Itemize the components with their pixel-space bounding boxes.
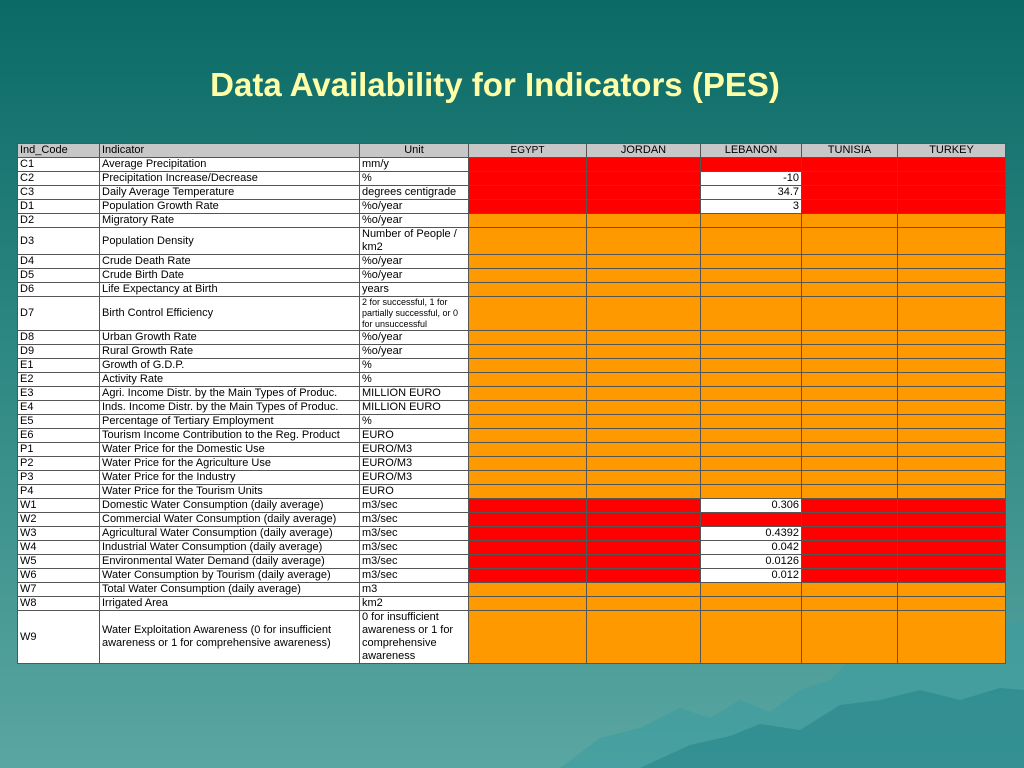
table-row <box>18 611 1006 664</box>
egypt-availability-cell <box>469 415 587 429</box>
unit-cell: % <box>360 415 469 429</box>
unit-cell: %o/year <box>360 200 469 214</box>
turkey-availability-cell <box>898 499 1006 513</box>
unit-cell: EURO/M3 <box>360 471 469 485</box>
indicator-cell: Migratory Rate <box>100 214 360 228</box>
unit-cell: 2 for successful, 1 for partially successful, or 0 for unsuccessful <box>360 297 469 331</box>
tunisia-availability-cell <box>802 331 898 345</box>
ind-code-cell: W4 <box>18 541 100 555</box>
turkey-availability-cell <box>898 345 1006 359</box>
lebanon-availability-cell <box>701 158 802 172</box>
jordan-availability-cell <box>587 172 701 186</box>
unit-cell: m3 <box>360 583 469 597</box>
jordan-availability-cell <box>587 415 701 429</box>
turkey-availability-cell <box>898 373 1006 387</box>
table-row <box>18 513 1006 527</box>
page-title: Data Availability for Indicators (PES) <box>210 66 780 103</box>
ind-code-cell: W6 <box>18 569 100 583</box>
turkey-availability-cell <box>898 331 1006 345</box>
indicator-cell: Population Growth Rate <box>100 200 360 214</box>
lebanon-availability-cell <box>701 228 802 255</box>
indicator-cell: Environmental Water Demand (daily average) <box>100 555 360 569</box>
indicator-cell: Percentage of Tertiary Employment <box>100 415 360 429</box>
indicator-cell: Water Price for the Industry <box>100 471 360 485</box>
lebanon-availability-cell <box>701 255 802 269</box>
jordan-availability-cell <box>587 214 701 228</box>
egypt-availability-cell <box>469 345 587 359</box>
indicator-cell: Industrial Water Consumption (daily average) <box>100 541 360 555</box>
lebanon-availability-cell <box>701 214 802 228</box>
table-row <box>18 541 1006 555</box>
ind-code-cell: W7 <box>18 583 100 597</box>
unit-cell: % <box>360 172 469 186</box>
turkey-availability-cell <box>898 255 1006 269</box>
jordan-availability-cell <box>587 228 701 255</box>
indicator-cell: Water Price for the Domestic Use <box>100 443 360 457</box>
indicator-cell: Activity Rate <box>100 373 360 387</box>
unit-cell: m3/sec <box>360 513 469 527</box>
turkey-availability-cell <box>898 214 1006 228</box>
table-row <box>18 499 1006 513</box>
egypt-availability-cell <box>469 331 587 345</box>
lebanon-availability-cell <box>701 443 802 457</box>
egypt-availability-cell <box>469 297 587 331</box>
unit-cell: degrees centigrade <box>360 186 469 200</box>
lebanon-availability-cell <box>701 471 802 485</box>
jordan-availability-cell <box>587 158 701 172</box>
table-row <box>18 269 1006 283</box>
unit-cell: EURO <box>360 485 469 499</box>
table-row <box>18 331 1006 345</box>
lebanon-availability-cell: 0.012 <box>701 569 802 583</box>
tunisia-availability-cell <box>802 569 898 583</box>
tunisia-availability-cell <box>802 555 898 569</box>
ind-code-cell: P1 <box>18 443 100 457</box>
tunisia-availability-cell <box>802 611 898 664</box>
ind-code-cell: D4 <box>18 255 100 269</box>
unit-cell: m3/sec <box>360 499 469 513</box>
jordan-availability-cell <box>587 186 701 200</box>
ind-code-cell: W5 <box>18 555 100 569</box>
lebanon-availability-cell <box>701 429 802 443</box>
tunisia-availability-cell <box>802 345 898 359</box>
ind-code-cell: D8 <box>18 331 100 345</box>
tunisia-availability-cell <box>802 214 898 228</box>
indicator-cell: Irrigated Area <box>100 597 360 611</box>
turkey-availability-cell <box>898 158 1006 172</box>
table-row <box>18 569 1006 583</box>
indicator-cell: Daily Average Temperature <box>100 186 360 200</box>
table-row <box>18 429 1006 443</box>
turkey-availability-cell <box>898 172 1006 186</box>
jordan-availability-cell <box>587 443 701 457</box>
turkey-availability-cell <box>898 583 1006 597</box>
lebanon-availability-cell: 0.4392 <box>701 527 802 541</box>
ind-code-cell: P3 <box>18 471 100 485</box>
turkey-availability-cell <box>898 297 1006 331</box>
tunisia-availability-cell <box>802 186 898 200</box>
unit-cell: mm/y <box>360 158 469 172</box>
indicator-cell: Urban Growth Rate <box>100 331 360 345</box>
lebanon-availability-cell: 0.0126 <box>701 555 802 569</box>
table-row <box>18 373 1006 387</box>
egypt-availability-cell <box>469 158 587 172</box>
ind-code-cell: E4 <box>18 401 100 415</box>
lebanon-availability-cell <box>701 269 802 283</box>
egypt-availability-cell <box>469 429 587 443</box>
ind-code-cell: D9 <box>18 345 100 359</box>
tunisia-availability-cell <box>802 499 898 513</box>
turkey-availability-cell <box>898 471 1006 485</box>
turkey-availability-cell <box>898 429 1006 443</box>
tunisia-availability-cell <box>802 597 898 611</box>
indicator-cell: Birth Control Efficiency <box>100 297 360 331</box>
tunisia-availability-cell <box>802 457 898 471</box>
header-unit: Unit <box>360 144 469 158</box>
indicator-cell: Water Exploitation Awareness (0 for insufficient awareness or 1 for comprehensive awareness) <box>100 611 360 664</box>
jordan-availability-cell <box>587 359 701 373</box>
turkey-availability-cell <box>898 597 1006 611</box>
unit-cell: %o/year <box>360 345 469 359</box>
table-row <box>18 387 1006 401</box>
table-row <box>18 583 1006 597</box>
unit-cell: Number of People / km2 <box>360 228 469 255</box>
unit-cell: MILLION EURO <box>360 387 469 401</box>
turkey-availability-cell <box>898 457 1006 471</box>
egypt-availability-cell <box>469 228 587 255</box>
ind-code-cell: W3 <box>18 527 100 541</box>
header-indicator: Indicator <box>100 144 360 158</box>
table-row <box>18 443 1006 457</box>
tunisia-availability-cell <box>802 387 898 401</box>
ind-code-cell: D3 <box>18 228 100 255</box>
ind-code-cell: E3 <box>18 387 100 401</box>
indicator-cell: Tourism Income Contribution to the Reg. Product <box>100 429 360 443</box>
unit-cell: m3/sec <box>360 541 469 555</box>
table-row <box>18 255 1006 269</box>
ind-code-cell: W8 <box>18 597 100 611</box>
jordan-availability-cell <box>587 283 701 297</box>
table-row <box>18 555 1006 569</box>
turkey-availability-cell <box>898 228 1006 255</box>
jordan-availability-cell <box>587 471 701 485</box>
egypt-availability-cell <box>469 401 587 415</box>
lebanon-availability-cell: 34.7 <box>701 186 802 200</box>
unit-cell: EURO/M3 <box>360 443 469 457</box>
tunisia-availability-cell <box>802 541 898 555</box>
tunisia-availability-cell <box>802 415 898 429</box>
header-lebanon: LEBANON <box>701 144 802 158</box>
lebanon-availability-cell: 0.042 <box>701 541 802 555</box>
egypt-availability-cell <box>469 541 587 555</box>
turkey-availability-cell <box>898 513 1006 527</box>
ind-code-cell: W2 <box>18 513 100 527</box>
tunisia-availability-cell <box>802 485 898 499</box>
turkey-availability-cell <box>898 555 1006 569</box>
jordan-availability-cell <box>587 485 701 499</box>
table-row <box>18 345 1006 359</box>
egypt-availability-cell <box>469 569 587 583</box>
jordan-availability-cell <box>587 611 701 664</box>
table-row <box>18 283 1006 297</box>
tunisia-availability-cell <box>802 172 898 186</box>
jordan-availability-cell <box>587 499 701 513</box>
tunisia-availability-cell <box>802 527 898 541</box>
indicator-cell: Population Density <box>100 228 360 255</box>
indicator-cell: Growth of G.D.P. <box>100 359 360 373</box>
lebanon-availability-cell <box>701 297 802 331</box>
egypt-availability-cell <box>469 186 587 200</box>
jordan-availability-cell <box>587 527 701 541</box>
unit-cell: m3/sec <box>360 527 469 541</box>
egypt-availability-cell <box>469 611 587 664</box>
jordan-availability-cell <box>587 401 701 415</box>
turkey-availability-cell <box>898 569 1006 583</box>
ind-code-cell: E2 <box>18 373 100 387</box>
unit-cell: MILLION EURO <box>360 401 469 415</box>
indicator-cell: Water Consumption by Tourism (daily average) <box>100 569 360 583</box>
turkey-availability-cell <box>898 200 1006 214</box>
tunisia-availability-cell <box>802 283 898 297</box>
jordan-availability-cell <box>587 255 701 269</box>
unit-cell: years <box>360 283 469 297</box>
indicator-cell: Total Water Consumption (daily average) <box>100 583 360 597</box>
turkey-availability-cell <box>898 387 1006 401</box>
egypt-availability-cell <box>469 499 587 513</box>
jordan-availability-cell <box>587 583 701 597</box>
table-row <box>18 228 1006 255</box>
header-row <box>18 144 1006 158</box>
tunisia-availability-cell <box>802 429 898 443</box>
ind-code-cell: D7 <box>18 297 100 331</box>
ind-code-cell: E1 <box>18 359 100 373</box>
lebanon-availability-cell: -10 <box>701 172 802 186</box>
ind-code-cell: P4 <box>18 485 100 499</box>
turkey-availability-cell <box>898 283 1006 297</box>
indicator-cell: Rural Growth Rate <box>100 345 360 359</box>
unit-cell: %o/year <box>360 331 469 345</box>
data-availability-table <box>17 143 1006 664</box>
table-row <box>18 415 1006 429</box>
turkey-availability-cell <box>898 527 1006 541</box>
turkey-availability-cell <box>898 485 1006 499</box>
ind-code-cell: E5 <box>18 415 100 429</box>
turkey-availability-cell <box>898 415 1006 429</box>
egypt-availability-cell <box>469 200 587 214</box>
tunisia-availability-cell <box>802 401 898 415</box>
lebanon-availability-cell <box>701 373 802 387</box>
tunisia-availability-cell <box>802 583 898 597</box>
ind-code-cell: W9 <box>18 611 100 664</box>
unit-cell: m3/sec <box>360 555 469 569</box>
unit-cell: EURO <box>360 429 469 443</box>
turkey-availability-cell <box>898 359 1006 373</box>
ind-code-cell: D6 <box>18 283 100 297</box>
turkey-availability-cell <box>898 401 1006 415</box>
indicator-cell: Water Price for the Agriculture Use <box>100 457 360 471</box>
header-ind-code: Ind_Code <box>18 144 100 158</box>
table-row <box>18 297 1006 331</box>
indicator-cell: Precipitation Increase/Decrease <box>100 172 360 186</box>
unit-cell: % <box>360 373 469 387</box>
tunisia-availability-cell <box>802 269 898 283</box>
indicator-cell: Domestic Water Consumption (daily average) <box>100 499 360 513</box>
table-row <box>18 401 1006 415</box>
indicator-cell: Agri. Income Distr. by the Main Types of Produc. <box>100 387 360 401</box>
lebanon-availability-cell <box>701 597 802 611</box>
table-row <box>18 527 1006 541</box>
indicator-cell: Inds. Income Distr. by the Main Types of Produc. <box>100 401 360 415</box>
unit-cell: %o/year <box>360 269 469 283</box>
egypt-availability-cell <box>469 583 587 597</box>
unit-cell: km2 <box>360 597 469 611</box>
table-row <box>18 485 1006 499</box>
header-egypt: EGYPT <box>469 144 587 158</box>
egypt-availability-cell <box>469 457 587 471</box>
egypt-availability-cell <box>469 373 587 387</box>
jordan-availability-cell <box>587 597 701 611</box>
lebanon-availability-cell <box>701 283 802 297</box>
tunisia-availability-cell <box>802 471 898 485</box>
header-jordan: JORDAN <box>587 144 701 158</box>
table-row <box>18 471 1006 485</box>
jordan-availability-cell <box>587 297 701 331</box>
lebanon-availability-cell <box>701 345 802 359</box>
ind-code-cell: D2 <box>18 214 100 228</box>
egypt-availability-cell <box>469 214 587 228</box>
tunisia-availability-cell <box>802 255 898 269</box>
lebanon-availability-cell: 0.306 <box>701 499 802 513</box>
jordan-availability-cell <box>587 345 701 359</box>
ind-code-cell: E6 <box>18 429 100 443</box>
table-row <box>18 597 1006 611</box>
indicator-cell: Crude Death Rate <box>100 255 360 269</box>
tunisia-availability-cell <box>802 513 898 527</box>
unit-cell: %o/year <box>360 255 469 269</box>
lebanon-availability-cell <box>701 583 802 597</box>
indicator-cell: Commercial Water Consumption (daily average) <box>100 513 360 527</box>
jordan-availability-cell <box>587 387 701 401</box>
jordan-availability-cell <box>587 200 701 214</box>
indicator-cell: Average Precipitation <box>100 158 360 172</box>
unit-cell: % <box>360 359 469 373</box>
egypt-availability-cell <box>469 283 587 297</box>
tunisia-availability-cell <box>802 359 898 373</box>
lebanon-availability-cell <box>701 331 802 345</box>
ind-code-cell: P2 <box>18 457 100 471</box>
jordan-availability-cell <box>587 513 701 527</box>
header-turkey: TURKEY <box>898 144 1006 158</box>
unit-cell: %o/year <box>360 214 469 228</box>
table-row <box>18 214 1006 228</box>
jordan-availability-cell <box>587 569 701 583</box>
table-row <box>18 186 1006 200</box>
ind-code-cell: W1 <box>18 499 100 513</box>
tunisia-availability-cell <box>802 443 898 457</box>
ind-code-cell: C1 <box>18 158 100 172</box>
lebanon-availability-cell <box>701 611 802 664</box>
tunisia-availability-cell <box>802 158 898 172</box>
ind-code-cell: C3 <box>18 186 100 200</box>
table-row <box>18 457 1006 471</box>
egypt-availability-cell <box>469 485 587 499</box>
jordan-availability-cell <box>587 373 701 387</box>
lebanon-availability-cell <box>701 457 802 471</box>
jordan-availability-cell <box>587 541 701 555</box>
turkey-availability-cell <box>898 443 1006 457</box>
jordan-availability-cell <box>587 457 701 471</box>
turkey-availability-cell <box>898 269 1006 283</box>
lebanon-availability-cell: 3 <box>701 200 802 214</box>
table-row <box>18 172 1006 186</box>
jordan-availability-cell <box>587 269 701 283</box>
tunisia-availability-cell <box>802 373 898 387</box>
egypt-availability-cell <box>469 387 587 401</box>
lebanon-availability-cell <box>701 415 802 429</box>
table-row <box>18 359 1006 373</box>
indicator-cell: Water Price for the Tourism Units <box>100 485 360 499</box>
turkey-availability-cell <box>898 186 1006 200</box>
tunisia-availability-cell <box>802 228 898 255</box>
lebanon-availability-cell <box>701 387 802 401</box>
tunisia-availability-cell <box>802 200 898 214</box>
egypt-availability-cell <box>469 597 587 611</box>
jordan-availability-cell <box>587 331 701 345</box>
ind-code-cell: D5 <box>18 269 100 283</box>
turkey-availability-cell <box>898 611 1006 664</box>
lebanon-availability-cell <box>701 359 802 373</box>
indicator-cell: Agricultural Water Consumption (daily average) <box>100 527 360 541</box>
egypt-availability-cell <box>469 359 587 373</box>
tunisia-availability-cell <box>802 297 898 331</box>
unit-cell: m3/sec <box>360 569 469 583</box>
lebanon-availability-cell <box>701 401 802 415</box>
header-tunisia: TUNISIA <box>802 144 898 158</box>
unit-cell: EURO/M3 <box>360 457 469 471</box>
egypt-availability-cell <box>469 527 587 541</box>
ind-code-cell: C2 <box>18 172 100 186</box>
turkey-availability-cell <box>898 541 1006 555</box>
egypt-availability-cell <box>469 269 587 283</box>
egypt-availability-cell <box>469 255 587 269</box>
jordan-availability-cell <box>587 429 701 443</box>
egypt-availability-cell <box>469 471 587 485</box>
lebanon-availability-cell <box>701 513 802 527</box>
indicator-cell: Life Expectancy at Birth <box>100 283 360 297</box>
unit-cell: 0 for insufficient awareness or 1 for comprehensive awareness <box>360 611 469 664</box>
indicator-cell: Crude Birth Date <box>100 269 360 283</box>
lebanon-availability-cell <box>701 485 802 499</box>
egypt-availability-cell <box>469 443 587 457</box>
table-row <box>18 200 1006 214</box>
egypt-availability-cell <box>469 172 587 186</box>
ind-code-cell: D1 <box>18 200 100 214</box>
jordan-availability-cell <box>587 555 701 569</box>
table-row <box>18 158 1006 172</box>
egypt-availability-cell <box>469 555 587 569</box>
egypt-availability-cell <box>469 513 587 527</box>
